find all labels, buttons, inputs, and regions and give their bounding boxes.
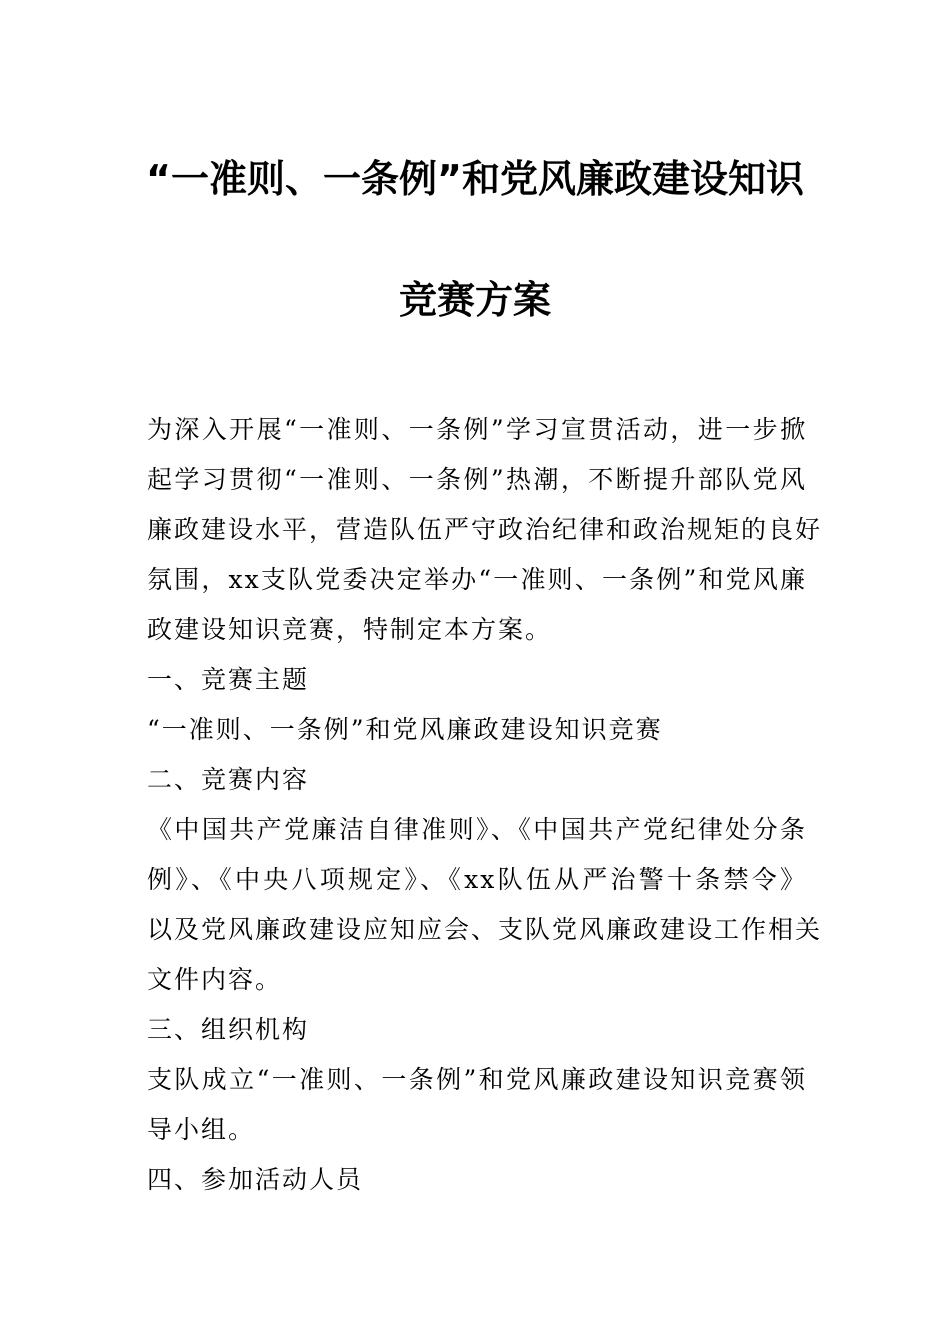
content-line: 例》、《中央八项规定》、《xx队伍从严治警十条禁令》	[147, 865, 807, 894]
content-line: 以及党风廉政建设应知应会、支队党风廉政建设工作相关	[147, 915, 823, 944]
intro-line: 氛围，xx支队党委决定举办“一准则、一条例”和党风廉	[147, 565, 807, 594]
section-heading-organization: 三、组织机构	[147, 1015, 310, 1044]
intro-line: 政建设知识竞赛，特制定本方案。	[147, 615, 553, 644]
intro-line: 起学习贯彻“一准则、一条例”热潮，不断提升部队党风	[147, 465, 807, 494]
section-heading-content: 二、竞赛内容	[147, 765, 310, 794]
organization-line: 支队成立“一准则、一条例”和党风廉政建设知识竞赛领	[147, 1065, 807, 1094]
document-title-line-2: 竞赛方案	[398, 278, 551, 322]
section-heading-participants: 四、参加活动人员	[147, 1165, 364, 1194]
content-line: 文件内容。	[147, 965, 283, 994]
intro-line: 廉政建设水平，营造队伍严守政治纪律和政治规矩的良好	[147, 515, 823, 544]
section-heading-theme: 一、竞赛主题	[147, 665, 310, 694]
section-body-theme: “一准则、一条例”和党风廉政建设知识竞赛	[147, 715, 663, 744]
document-body	[147, 405, 823, 1205]
intro-line: 为深入开展“一准则、一条例”学习宣贯活动，进一步掀	[147, 415, 807, 444]
organization-line: 导小组。	[147, 1115, 256, 1144]
content-line: 《中国共产党廉洁自律准则》、《中国共产党纪律处分条	[147, 815, 807, 844]
document-title-line-1: “一准则、一条例”和党风廉政建设知识	[146, 157, 804, 201]
